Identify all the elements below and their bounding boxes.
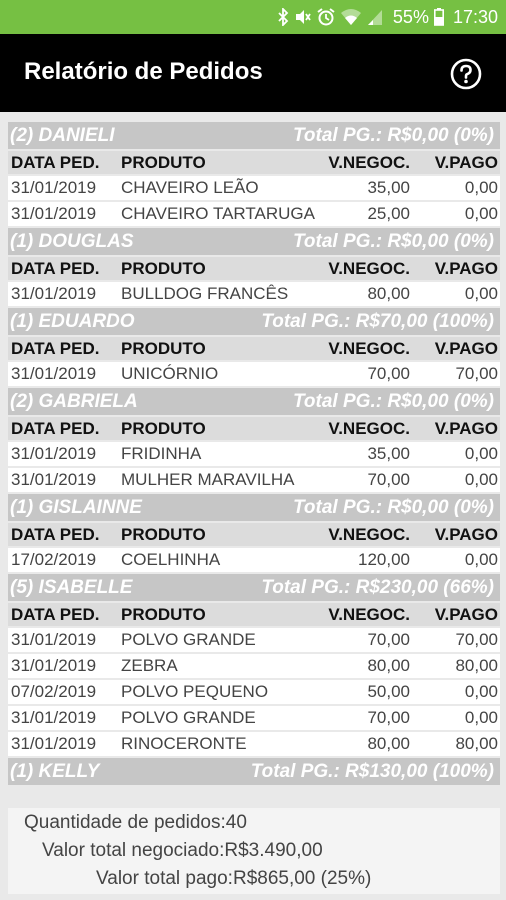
- col-paid-header: V.PAGO: [434, 605, 498, 624]
- order-negotiated: 35,00: [367, 444, 410, 463]
- order-row[interactable]: [8, 282, 500, 306]
- customer-name: (1) DOUGLAS: [10, 231, 134, 252]
- order-paid: 0,00: [464, 470, 498, 489]
- order-paid: 0,00: [464, 284, 498, 303]
- order-date: 31/01/2019: [11, 656, 97, 675]
- order-date: 31/01/2019: [11, 364, 97, 383]
- customer-total-paid: Total PG.: R$130,00 (100%): [250, 761, 494, 782]
- group-header[interactable]: [8, 308, 500, 335]
- customer-name: (1) KELLY: [10, 761, 100, 782]
- col-paid-header: V.PAGO: [434, 339, 498, 358]
- order-negotiated: 120,00: [358, 550, 410, 569]
- order-product: MULHER MARAVILHA: [121, 470, 295, 489]
- order-paid: 0,00: [464, 178, 498, 197]
- group-header[interactable]: [8, 228, 500, 255]
- order-negotiated: 70,00: [367, 470, 410, 489]
- orders-count-row: [24, 812, 247, 834]
- status-icons: [277, 8, 383, 26]
- order-product: RINOCERONTE: [121, 734, 247, 753]
- total-negotiated-row: [42, 840, 323, 862]
- order-row[interactable]: [8, 202, 500, 226]
- order-paid: 80,00: [455, 656, 498, 675]
- order-date: 31/01/2019: [11, 734, 97, 753]
- order-date: 31/01/2019: [11, 708, 97, 727]
- col-product-header: PRODUTO: [121, 153, 206, 172]
- total-paid-row: [96, 868, 371, 890]
- col-product-header: PRODUTO: [121, 605, 206, 624]
- order-negotiated: 70,00: [367, 364, 410, 383]
- signal-icon: [367, 8, 383, 26]
- group-header[interactable]: [8, 574, 500, 601]
- col-paid-header: V.PAGO: [434, 419, 498, 438]
- total-negotiated-label: Valor total negociado:: [42, 840, 225, 861]
- order-paid: 0,00: [464, 444, 498, 463]
- col-product-header: PRODUTO: [121, 259, 206, 278]
- col-negotiated-header: V.NEGOC.: [328, 525, 410, 544]
- group-header[interactable]: [8, 758, 500, 785]
- total-paid-value: R$865,00 (25%): [232, 868, 372, 889]
- order-product: POLVO GRANDE: [121, 630, 256, 649]
- order-product: POLVO PEQUENO: [121, 682, 269, 701]
- col-negotiated-header: V.NEGOC.: [328, 153, 410, 172]
- col-date-header: DATA PED.: [11, 605, 100, 624]
- order-negotiated: 70,00: [367, 708, 410, 727]
- order-row[interactable]: [8, 176, 500, 200]
- order-paid: 0,00: [464, 708, 498, 727]
- battery-icon: [434, 8, 444, 26]
- customer-name: (1) GISLAINNE: [10, 497, 142, 518]
- alarm-icon: [317, 8, 335, 26]
- order-paid: 0,00: [464, 204, 498, 223]
- customer-total-paid: Total PG.: R$0,00 (0%): [293, 231, 494, 252]
- column-header-row: [8, 257, 500, 280]
- col-date-header: DATA PED.: [11, 339, 100, 358]
- order-date: 31/01/2019: [11, 204, 97, 223]
- customer-total-paid: Total PG.: R$0,00 (0%): [293, 391, 494, 412]
- customer-total-paid: Total PG.: R$0,00 (0%): [293, 125, 494, 146]
- summary-footer: [8, 808, 500, 894]
- col-product-header: PRODUTO: [121, 339, 206, 358]
- customer-total-paid: Total PG.: R$230,00 (66%): [261, 577, 494, 598]
- col-negotiated-header: V.NEGOC.: [328, 605, 410, 624]
- order-product: ZEBRA: [121, 656, 178, 675]
- customer-name: (2) GABRIELA: [10, 391, 138, 412]
- column-header-row: [8, 603, 500, 626]
- order-product: CHAVEIRO LEÃO: [121, 178, 259, 197]
- order-date: 31/01/2019: [11, 284, 97, 303]
- customer-name: (5) ISABELLE: [10, 577, 133, 598]
- col-paid-header: V.PAGO: [434, 259, 498, 278]
- order-product: CHAVEIRO TARTARUGA: [121, 204, 315, 223]
- order-date: 31/01/2019: [11, 178, 97, 197]
- clock: 17:30: [452, 6, 498, 27]
- customer-total-paid: Total PG.: R$70,00 (100%): [261, 311, 494, 332]
- report-content: [0, 112, 506, 900]
- order-paid: 70,00: [455, 630, 498, 649]
- mute-icon: [294, 8, 312, 26]
- group-header[interactable]: [8, 388, 500, 415]
- customer-name: (2) DANIELI: [10, 125, 115, 146]
- help-icon[interactable]: [450, 58, 482, 90]
- total-negotiated-value: R$3.490,00: [224, 840, 323, 861]
- col-negotiated-header: V.NEGOC.: [328, 339, 410, 358]
- col-date-header: DATA PED.: [11, 525, 100, 544]
- orders-count-value: 40: [225, 812, 247, 833]
- order-negotiated: 35,00: [367, 178, 410, 197]
- order-row[interactable]: [8, 468, 500, 492]
- order-product: COELHINHA: [121, 550, 221, 569]
- col-date-header: DATA PED.: [11, 419, 100, 438]
- order-date: 31/01/2019: [11, 470, 97, 489]
- customer-name: (1) EDUARDO: [10, 311, 135, 332]
- order-paid: 0,00: [464, 682, 498, 701]
- order-row[interactable]: [8, 628, 500, 652]
- col-negotiated-header: V.NEGOC.: [328, 259, 410, 278]
- app-bar: [0, 34, 506, 112]
- order-row[interactable]: [8, 732, 500, 756]
- bluetooth-icon: [277, 8, 289, 26]
- col-product-header: PRODUTO: [121, 419, 206, 438]
- order-paid: 80,00: [455, 734, 498, 753]
- page-title: Relatório de Pedidos: [24, 58, 263, 85]
- order-negotiated: 25,00: [367, 204, 410, 223]
- order-negotiated: 50,00: [367, 682, 410, 701]
- customer-total-paid: Total PG.: R$0,00 (0%): [293, 497, 494, 518]
- column-header-row: [8, 337, 500, 360]
- order-date: 31/01/2019: [11, 444, 97, 463]
- orders-count-label: Quantidade de pedidos:: [24, 812, 226, 833]
- order-negotiated: 80,00: [367, 284, 410, 303]
- order-product: FRIDINHA: [121, 444, 202, 463]
- status-bar: [0, 0, 506, 34]
- order-row[interactable]: [8, 706, 500, 730]
- column-header-row: [8, 151, 500, 174]
- column-header-row: [8, 523, 500, 546]
- battery-percent: 55%: [392, 6, 429, 27]
- order-row[interactable]: [8, 362, 500, 386]
- order-paid: 70,00: [455, 364, 498, 383]
- col-date-header: DATA PED.: [11, 259, 100, 278]
- order-negotiated: 80,00: [367, 656, 410, 675]
- order-product: POLVO GRANDE: [121, 708, 256, 727]
- col-negotiated-header: V.NEGOC.: [328, 419, 410, 438]
- column-header-row: [8, 417, 500, 440]
- order-date: 31/01/2019: [11, 630, 97, 649]
- order-date: 07/02/2019: [11, 682, 97, 701]
- order-row[interactable]: [8, 654, 500, 678]
- group-header[interactable]: [8, 494, 500, 521]
- total-paid-label: Valor total pago:: [96, 868, 233, 889]
- order-date: 17/02/2019: [11, 550, 97, 569]
- order-negotiated: 80,00: [367, 734, 410, 753]
- order-row[interactable]: [8, 442, 500, 466]
- order-row[interactable]: [8, 680, 500, 704]
- order-product: UNICÓRNIO: [121, 364, 219, 383]
- wifi-icon: [340, 8, 362, 26]
- col-date-header: DATA PED.: [11, 153, 100, 172]
- order-product: BULLDOG FRANCÊS: [121, 284, 289, 303]
- order-row[interactable]: [8, 548, 500, 572]
- col-paid-header: V.PAGO: [434, 153, 498, 172]
- order-negotiated: 70,00: [367, 630, 410, 649]
- orders-list[interactable]: [8, 122, 500, 787]
- col-paid-header: V.PAGO: [434, 525, 498, 544]
- group-header[interactable]: [8, 122, 500, 149]
- order-paid: 0,00: [464, 550, 498, 569]
- col-product-header: PRODUTO: [121, 525, 206, 544]
